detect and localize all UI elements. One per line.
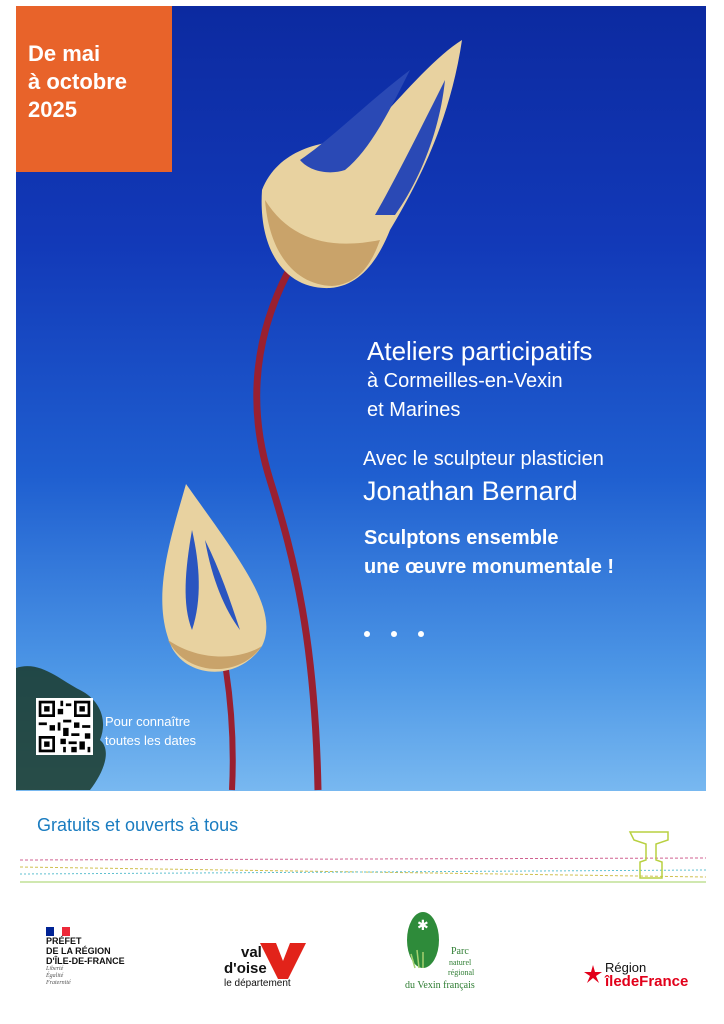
date-line: à octobre	[28, 69, 128, 94]
star-icon	[583, 964, 603, 984]
location-line: à Cormeilles-en-Vexin	[367, 370, 563, 392]
artist-name: Jonathan Bernard	[363, 476, 578, 506]
date-line: 2025	[28, 97, 77, 122]
headline-title: Ateliers participatifs	[367, 336, 593, 366]
free-banner-text: Gratuits et ouverts à tous	[37, 815, 239, 835]
prefet-logo: PRÉFET DE LA RÉGION D'ÎLE-DE-FRANCE Liberté Égalité Fraternité	[46, 927, 125, 987]
svg-text:✱: ✱	[417, 918, 429, 934]
decorative-lines	[0, 820, 724, 890]
tagline: Sculptons ensemble	[364, 527, 559, 549]
date-box	[16, 6, 172, 172]
artist-intro: Avec le sculpteur plasticien	[363, 448, 604, 470]
parc-vexin-logo: ✱ Parc naturel régional du Vexin français	[403, 908, 447, 979]
qr-code[interactable]	[36, 698, 93, 755]
tagline: une œuvre monumentale !	[364, 556, 615, 578]
location-line: et Marines	[367, 399, 461, 421]
date-line: De mai	[28, 41, 101, 66]
qr-caption: toutes les dates	[105, 733, 197, 748]
ellipsis-dots	[364, 624, 445, 642]
french-flag-icon	[46, 927, 70, 936]
parc-emblem-icon	[403, 908, 447, 974]
qr-caption: Pour connaître	[105, 714, 191, 729]
